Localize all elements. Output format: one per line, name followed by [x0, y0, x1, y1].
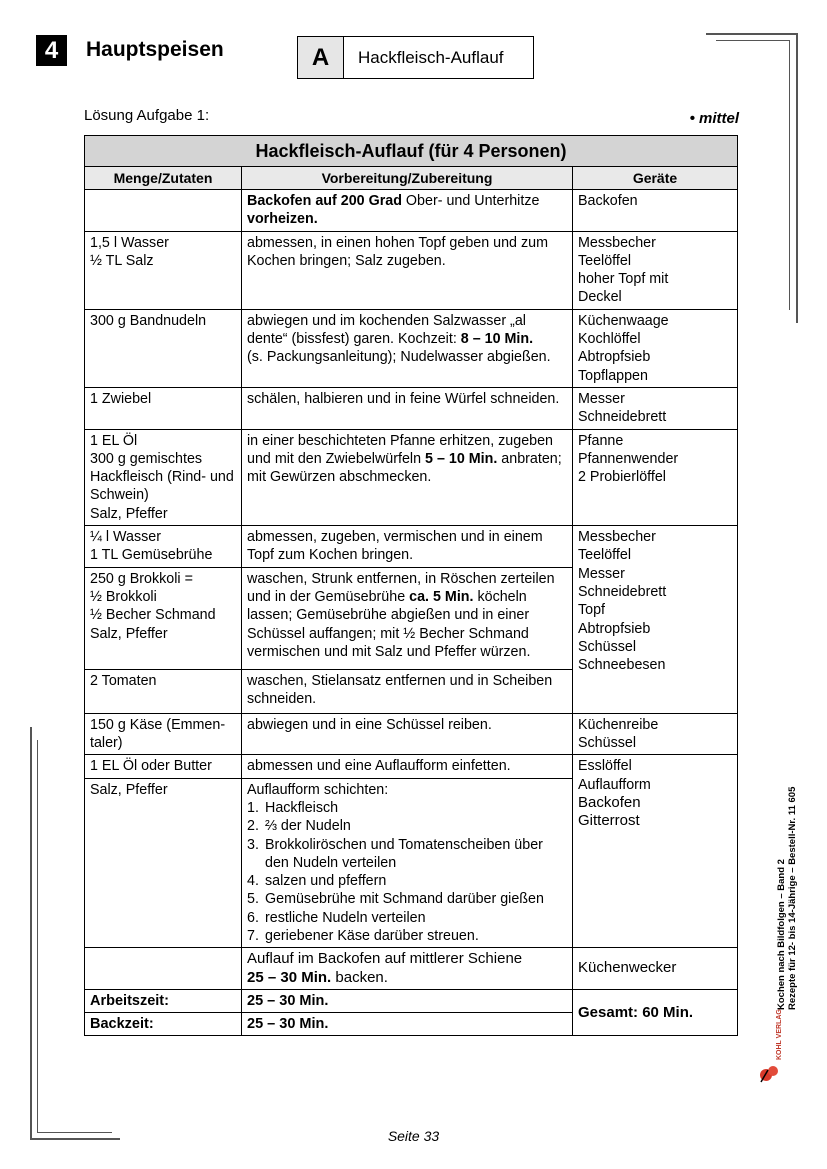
tools-cell: Küchenwecker	[573, 948, 738, 990]
work-time-label: Arbeitszeit:	[85, 989, 242, 1012]
ingredients-cell: 250 g Brokkoli = ½ Brokkoli ½ Becher Schmand Salz, Pfeffer	[85, 567, 242, 669]
tools-cell: Esslöffel Auflaufform Backofen Gitterrost	[573, 755, 738, 948]
ingredients-cell: ¼ l Wasser 1 TL Gemüsebrühe	[85, 526, 242, 568]
publisher-side-text: Kochen nach Bildfolgen – Band 2 Rezepte für 12- bis 14-Jährige – Bestell-Nr. 11 605	[776, 786, 798, 1010]
preparation-cell: waschen, Strunk entfernen, in Röschen zerteilen und in der Gemüsebrühe ca. 5 Min. köcheln lassen; Gemüsebrühe abgießen und in einer Schüssel auffangen; mit ½ Becher Schmand vermischen und mit Salz und Pfeffer würzen.	[242, 567, 573, 669]
table-row	[85, 948, 738, 990]
page-number: Seite 33	[387, 1128, 440, 1144]
frame-line-top-right-inner	[716, 40, 790, 41]
ingredients-cell	[85, 948, 242, 990]
recipe-label-box	[297, 36, 534, 79]
column-header-preparation: Vorbereitung/Zubereitung	[242, 167, 573, 190]
bake-time-value: 25 – 30 Min.	[242, 1013, 573, 1036]
bake-time-label: Backzeit:	[85, 1013, 242, 1036]
table-row	[85, 231, 738, 309]
ingredients-cell: 300 g Bandnudeln	[85, 309, 242, 387]
column-header-ingredients: Menge/Zutaten	[85, 167, 242, 190]
table-row	[85, 429, 738, 525]
preparation-cell: waschen, Stielansatz entfernen und in Scheiben schneiden.	[242, 670, 573, 714]
layering-steps	[247, 799, 567, 945]
frame-line-left-vertical-inner	[37, 740, 38, 1133]
tools-cell: Pfanne Pfannenwender 2 Probierlöffel	[573, 429, 738, 525]
table-row	[85, 387, 738, 429]
preparation-cell: Auflaufform schichten: 1. Hackfleisch 2. ⅔ der Nudeln 3. Brokkoliröschen und Tomatenscheiben über den Nudeln verteilen 4. salzen und pfeffern 5. Gemüsebrühe mit Schmand darüber gießen 6. restliche Nudeln verteilen 7. geriebener Käse darüber streuen.	[242, 778, 573, 948]
table-row	[85, 309, 738, 387]
frame-line-top-right	[706, 33, 796, 35]
preparation-cell: in einer beschichteten Pfanne erhitzen, zugeben und mit den Zwiebelwürfeln 5 – 10 Min. anbraten; mit Gewürzen abschmecken.	[242, 429, 573, 525]
table-row	[85, 989, 738, 1012]
preparation-cell: Auflauf im Backofen auf mittlerer Schiene 25 – 30 Min. backen.	[242, 948, 573, 990]
table-row	[85, 526, 738, 568]
task-label: Lösung Aufgabe 1:	[84, 107, 210, 124]
preparation-cell: abwiegen und im kochenden Salzwasser „al dente“ (bissfest) garen. Kochzeit: 8 – 10 Min. (s. Packungsanleitung); Nudelwasser abgießen.	[242, 309, 573, 387]
ingredients-cell: 1 Zwiebel	[85, 387, 242, 429]
ingredients-cell: 150 g Käse (Emmen- taler)	[85, 713, 242, 755]
table-title: Hackfleisch-Auflauf (für 4 Personen)	[85, 136, 738, 167]
list-item: 3. Brokkoliröschen und Tomatenscheiben über den Nudeln verteilen	[247, 836, 543, 871]
frame-line-left-vertical	[30, 727, 32, 1139]
column-header-tools: Geräte	[573, 167, 738, 190]
work-time-value: 25 – 30 Min.	[242, 989, 573, 1012]
table-row	[85, 713, 738, 755]
tools-cell: Küchenwaage Kochlöffel Abtropfsieb Topflappen	[573, 309, 738, 387]
list-item: 2. ⅔ der Nudeln	[247, 818, 351, 835]
ingredients-cell: 2 Tomaten	[85, 670, 242, 714]
table-row	[85, 190, 738, 232]
table-row	[85, 755, 738, 778]
list-item: 6. restliche Nudeln verteilen	[247, 909, 426, 926]
tools-cell: Messbecher Teelöffel Messer Schneidebrett Topf Abtropfsieb Schüssel Schneebesen	[573, 526, 738, 714]
difficulty-label: • mittel	[689, 110, 739, 127]
publisher-logo-icon	[758, 1062, 780, 1084]
ingredients-cell: Salz, Pfeffer	[85, 778, 242, 948]
tools-cell: Messbecher Teelöffel hoher Topf mit Deckel	[573, 231, 738, 309]
preparation-cell: Backofen auf 200 Grad Ober- und Unterhitze vorheizen.	[242, 190, 573, 232]
recipe-letter: A	[298, 37, 344, 78]
chapter-number: 4	[36, 35, 67, 66]
tools-cell: Küchenreibe Schüssel	[573, 713, 738, 755]
preparation-cell: abmessen und eine Auflaufform einfetten.	[242, 755, 573, 778]
ingredients-cell: 1,5 l Wasser ½ TL Salz	[85, 231, 242, 309]
list-item: 7. geriebener Käse darüber streuen.	[247, 927, 479, 944]
frame-line-right-vertical-inner	[789, 40, 790, 310]
preparation-cell: abwiegen und in eine Schüssel reiben.	[242, 713, 573, 755]
recipe-name: Hackfleisch-Auflauf	[358, 47, 504, 67]
ingredients-cell: 1 EL Öl 300 g gemischtes Hackfleisch (Rind- und Schwein) Salz, Pfeffer	[85, 429, 242, 525]
ingredients-cell	[85, 190, 242, 232]
tools-cell: Backofen	[573, 190, 738, 232]
recipe-table	[84, 135, 738, 1036]
preparation-cell: abmessen, in einen hohen Topf geben und zum Kochen bringen; Salz zugeben.	[242, 231, 573, 309]
preparation-cell: schälen, halbieren und in feine Würfel schneiden.	[242, 387, 573, 429]
frame-line-right-vertical	[796, 33, 798, 323]
ingredients-cell: 1 EL Öl oder Butter	[85, 755, 242, 778]
list-item: 1. Hackfleisch	[247, 799, 339, 816]
list-item: 4. salzen und pfeffern	[247, 873, 387, 890]
publisher-name: KOHL VERLAG	[776, 1009, 783, 1060]
tools-cell: Messer Schneidebrett	[573, 387, 738, 429]
list-item: 5. Gemüsebrühe mit Schmand darüber gießen	[247, 891, 544, 908]
total-time: Gesamt: 60 Min.	[573, 989, 738, 1036]
chapter-title: Hauptspeisen	[86, 38, 224, 61]
preparation-cell: abmessen, zugeben, vermischen und in einem Topf zum Kochen bringen.	[242, 526, 573, 568]
